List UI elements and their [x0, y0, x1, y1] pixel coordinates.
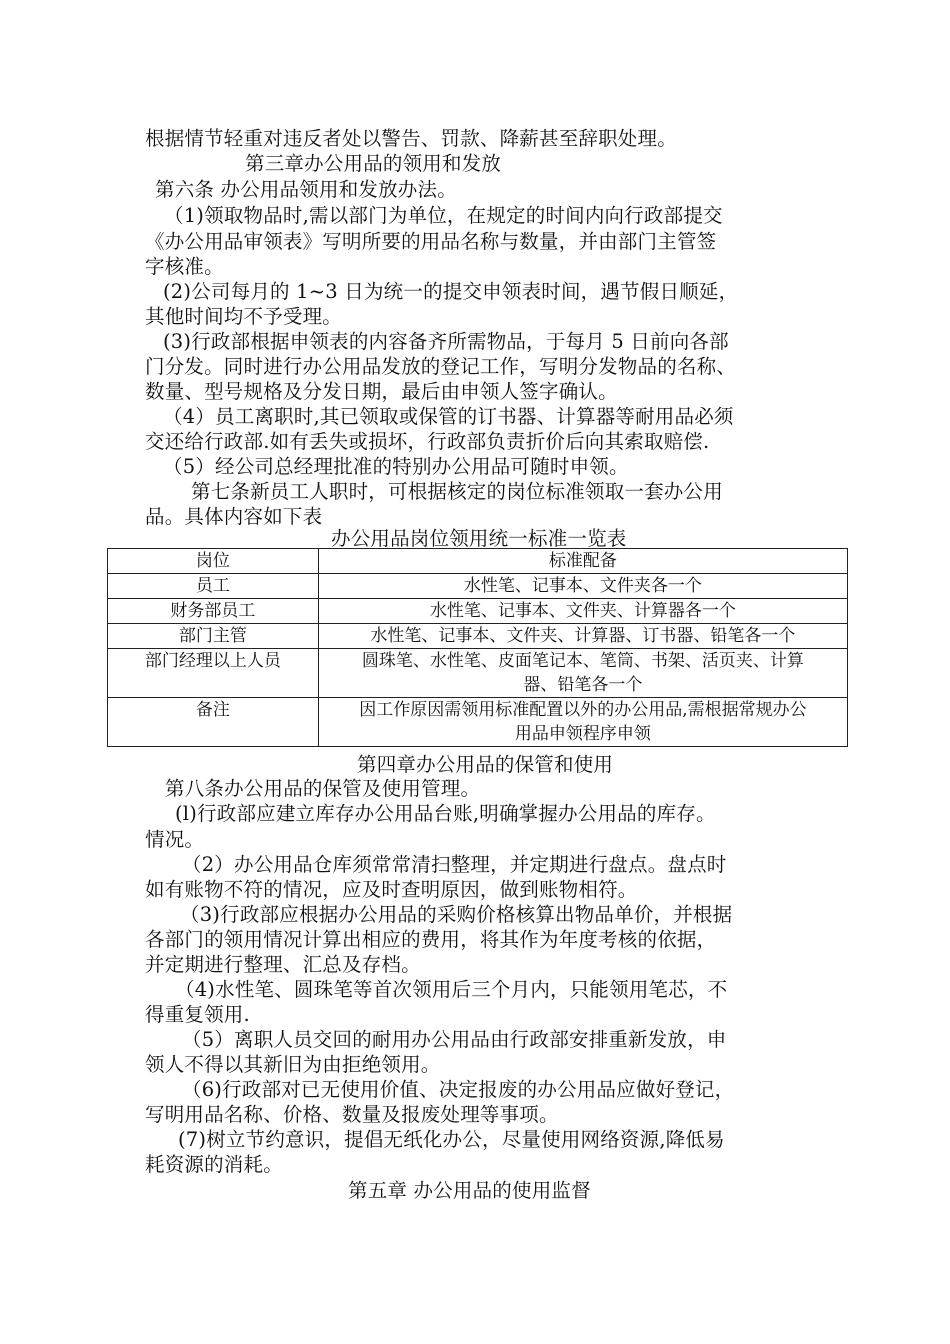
article-8-heading: 第八条办公用品的保管及使用管理。 — [165, 777, 481, 800]
article-7-line: 第七条新员工人职时，可根据核定的岗位标准领取一套办公用 — [191, 480, 723, 503]
cell-standard — [318, 698, 847, 747]
paragraph-line: (3)行政部根据申领表的内容备齐所需物品，于每月 5 日前向各部 — [163, 330, 729, 353]
cell-standard — [318, 649, 847, 698]
paragraph-line: 字核准。 — [145, 255, 224, 278]
cell-post: 部门主管 — [108, 624, 319, 649]
paragraph-line: 如有账物不符的情况，应及时查明原因，做到账物相符。 — [145, 878, 638, 901]
paragraph-line: 其他时间均不予受理。 — [145, 305, 343, 328]
paragraph-line: 数量、型号规格及分发日期，最后由申领人签字确认。 — [145, 380, 618, 403]
paragraph-line: （4)水性笔、圆珠笔等首次领用后三个月内，只能领用笔芯，不 — [175, 978, 728, 1001]
cell-standard-text: 水性笔、记事本、文件夹、计算器各一个 — [429, 601, 736, 621]
paragraph-line: （4）员工离职时,其已领取或保管的订书器、计算器等耐用品必须 — [163, 405, 734, 428]
table-row — [108, 624, 848, 649]
table-row — [108, 574, 848, 599]
paragraph-line: 领人不得以其新旧为由拒绝领用。 — [145, 1053, 441, 1076]
cell-post: 部门经理以上人员 — [108, 649, 319, 698]
table-row — [108, 599, 848, 624]
cell-standard — [318, 599, 847, 624]
cell-post: 备注 — [108, 698, 319, 747]
chapter-5-heading: 第五章 办公用品的使用监督 — [348, 1179, 591, 1202]
paragraph-line: 写明用品名称、价格、数量及报废处理等事项。 — [145, 1103, 559, 1126]
table-caption: 办公用品岗位领用统一标准一览表 — [331, 527, 627, 550]
header-cell-post: 岗位 — [108, 549, 319, 574]
table-header-row — [108, 549, 848, 574]
paragraph-line: （1)领取物品时,需以部门为单位，在规定的时间内向行政部提交 — [164, 204, 723, 227]
paragraph-line: 并定期进行整理、汇总及存档。 — [145, 953, 421, 976]
paragraph-line: （2）办公用品仓库须常常清扫整理，并定期进行盘点。盘点时 — [182, 853, 727, 876]
table-row — [108, 649, 848, 698]
article-6-heading: 第六条 办公用品领用和发放办法。 — [155, 178, 457, 201]
paragraph-line: （5）经公司总经理批准的特别办公用品可随时申领。 — [163, 455, 629, 478]
paragraph-line: 品。具体内容如下表 — [145, 505, 323, 528]
paragraph-line: 得重复领用. — [145, 1003, 250, 1026]
cell-standard-text: 圆珠笔、水性笔、皮面笔记本、笔筒、书架、活页夹、计算 — [361, 651, 804, 671]
paragraph-line: 《办公用品审领表》写明所要的用品名称与数量，并由部门主管签 — [145, 230, 717, 253]
standard-allocation-table — [107, 548, 848, 747]
cell-standard-text: 用品申领程序申领 — [514, 724, 651, 744]
cell-standard-text: 水性笔、记事本、文件夹各一个 — [463, 576, 702, 596]
header-cell-standard: 标准配备 — [318, 549, 847, 574]
cell-standard-text: 因工作原因需领用标准配置以外的办公用品,需根据常规办公 — [359, 700, 807, 720]
paragraph-line: 情况。 — [145, 828, 205, 851]
paragraph-line: 门分发。同时进行办公用品发放的登记工作，写明分发物品的名称、 — [145, 355, 737, 378]
paragraph-line: 耗资源的消耗。 — [145, 1153, 283, 1176]
paragraph-line: （5）离职人员交回的耐用办公用品由行政部安排重新发放，申 — [182, 1028, 727, 1051]
paragraph-line: 各部门的领用情况计算出相应的费用，将其作为年度考核的依据， — [145, 928, 717, 951]
cell-standard — [318, 574, 847, 599]
paragraph-line: （6)行政部对已无使用价值、决定报废的办公用品应做好登记， — [182, 1078, 735, 1101]
cell-post: 员工 — [108, 574, 319, 599]
cell-post: 财务部员工 — [108, 599, 319, 624]
chapter-3-heading: 第三章办公用品的领用和发放 — [245, 152, 502, 175]
cell-standard-text: 器、铅笔各一个 — [523, 675, 643, 695]
paragraph-line: 根据情节轻重对违反者处以警告、罚款、降薪甚至辞职处理。 — [145, 127, 677, 150]
paragraph-line: (7)树立节约意识，提倡无纸化办公，尽量使用网络资源,降低易 — [178, 1128, 725, 1151]
table-row — [108, 698, 848, 747]
paragraph-line: (l)行政部应建立库存办公用品台账,明确掌握办公用品的库存。 — [175, 802, 716, 825]
cell-standard-text: 水性笔、记事本、文件夹、计算器、订书器、铅笔各一个 — [370, 626, 796, 646]
cell-standard — [318, 624, 847, 649]
chapter-4-heading: 第四章办公用品的保管和使用 — [357, 753, 614, 776]
paragraph-line: 交还给行政部.如有丢失或损坏，行政部负责折价后向其索取赔偿. — [145, 430, 710, 453]
paragraph-line: (2)公司每月的 1~3 日为统一的提交申领表时间，遇节假日顺延， — [163, 280, 739, 303]
paragraph-line: （3)行政部应根据办公用品的采购价格核算出物品单价，并根据 — [180, 903, 733, 926]
